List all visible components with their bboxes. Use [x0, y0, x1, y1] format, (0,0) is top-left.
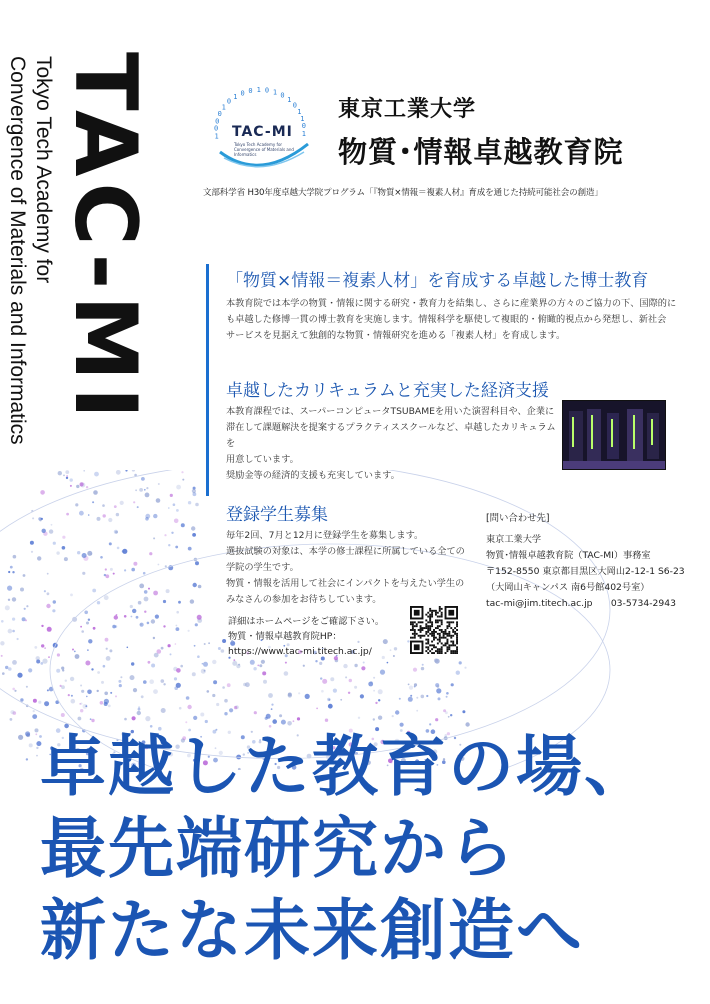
svg-text:1: 1 [272, 88, 278, 97]
section-3-line-4: 物質・情報を活用して社会にインパクトを与えたい学生の [226, 578, 465, 589]
svg-text:0: 0 [214, 124, 219, 133]
section-title-3: 登録学生募集 [226, 505, 328, 525]
svg-text:0: 0 [215, 117, 220, 126]
slogan [40, 726, 652, 972]
svg-text:1: 1 [300, 114, 305, 123]
svg-text:0: 0 [240, 89, 245, 98]
section-title-2: 卓越したカリキュラムと充実した経済支援 [226, 381, 549, 401]
section-1-line-2: も卓越した修博一貫の博士教育を実施します。情報科学を駆使して複眼的・俯瞰的視点から発想し、新社会 [226, 314, 667, 325]
contact-heading: [問い合わせ先] [486, 513, 550, 524]
contact-line-1: 東京工業大学 [486, 534, 542, 545]
academy-line-2: Convergence of Materials and Informatics [6, 56, 29, 445]
svg-text:1: 1 [301, 129, 307, 138]
svg-text:1: 1 [221, 103, 226, 112]
supercomputer-photo [562, 400, 666, 470]
contact-line-3: 〒152-8550 東京都目黒区大岡山2-12-1 S6-23 [486, 566, 685, 577]
svg-text:1: 1 [214, 132, 219, 141]
contact-block [486, 532, 685, 612]
section-2-line-2: 滞在して課題解決を提案するプラクティススクールなど、卓越したカリキュラムを [226, 422, 556, 449]
svg-text:1: 1 [297, 107, 302, 116]
section-1-line-1: 本教育院では本学の物質・情報に関する研究・教育力を結集し、さらに産業界の方々のご協力の下、国際的に [226, 298, 677, 309]
section-body-2 [226, 404, 556, 484]
svg-text:0: 0 [280, 91, 285, 100]
academy-line-1: Tokyo Tech Academy for [32, 56, 55, 284]
details-line-2: 物質・情報卓越教育院HP： [228, 631, 342, 642]
vertical-branding [0, 0, 170, 520]
slogan-line-1: 卓越した教育の場、 [40, 728, 652, 805]
section-2-line-4: 奨励金等の経済的支援も充実しています。 [226, 470, 400, 481]
contact-line-2: 物質･情報卓越教育院（TAC-MI）事務室 [486, 550, 651, 561]
details-block [228, 614, 384, 659]
institute-name: 物質･情報卓越教育院 [338, 135, 624, 169]
section-3-line-5: みなさんの参加をお待ちしています。 [226, 594, 382, 605]
contact-line-4: （大岡山キャンパス 南6号館402号室） [486, 582, 650, 593]
logo-subtitle: Tokyo Tech Academy for Convergence of Materials and Informatics [234, 142, 294, 157]
slogan-line-3: 新たな未来創造へ [40, 892, 584, 969]
university-name: 東京工業大学 [338, 97, 477, 122]
header [200, 82, 680, 182]
svg-text:0: 0 [301, 122, 307, 131]
svg-text:1: 1 [233, 92, 238, 101]
section-3-line-1: 毎年2回、7月と12月に登録学生を募集します。 [226, 530, 424, 541]
vertical-brand-title: TAC-MI [55, 52, 155, 425]
vertical-academy-name [4, 56, 56, 445]
section-2-line-3: 用意しています。 [226, 454, 299, 465]
logo-wordmark: TAC-MI [232, 124, 293, 140]
details-line-1: 詳細はホームページをご確認下さい。 [228, 616, 385, 627]
section-body-1 [226, 296, 696, 344]
section-1-line-3: サービスを見据えて独創的な物質・情報研究を進める「複素人材」を育成します。 [226, 330, 566, 341]
svg-text:1: 1 [287, 96, 292, 104]
section-3-line-2: 選抜試験の対象は、本学の修士課程に所属している全ての [226, 546, 465, 557]
contact-email-phone[interactable]: tac-mi@jim.titech.ac.jp 03-5734-2943 [486, 598, 676, 609]
section-body-3 [226, 528, 496, 608]
program-description: 文部科学省 H30年度卓越大学院プログラム「『物質×情報＝複素人材』育成を通じた持続可能社会の創造」 [203, 188, 603, 198]
homepage-link[interactable]: https://www.tac-mi.titech.ac.jp/ [228, 646, 372, 657]
svg-text:0: 0 [248, 87, 253, 95]
svg-text:1: 1 [256, 86, 261, 94]
section-3-line-3: 学院の学生です。 [226, 562, 299, 573]
section-accent-line [206, 264, 209, 496]
svg-text:0: 0 [226, 97, 232, 106]
qr-code-icon[interactable] [410, 606, 458, 654]
slogan-line-2: 最先端研究から [40, 810, 516, 887]
section-2-line-1: 本教育課程では、スーパーコンピュータTSUBAMEを用いた演習科目や、企業に [226, 406, 555, 417]
svg-text:0: 0 [264, 86, 270, 95]
svg-text:0: 0 [292, 101, 298, 110]
section-title-1: 「物質×情報＝複素人材」を育成する卓越した博士教育 [226, 271, 649, 291]
svg-text:0: 0 [217, 110, 222, 119]
